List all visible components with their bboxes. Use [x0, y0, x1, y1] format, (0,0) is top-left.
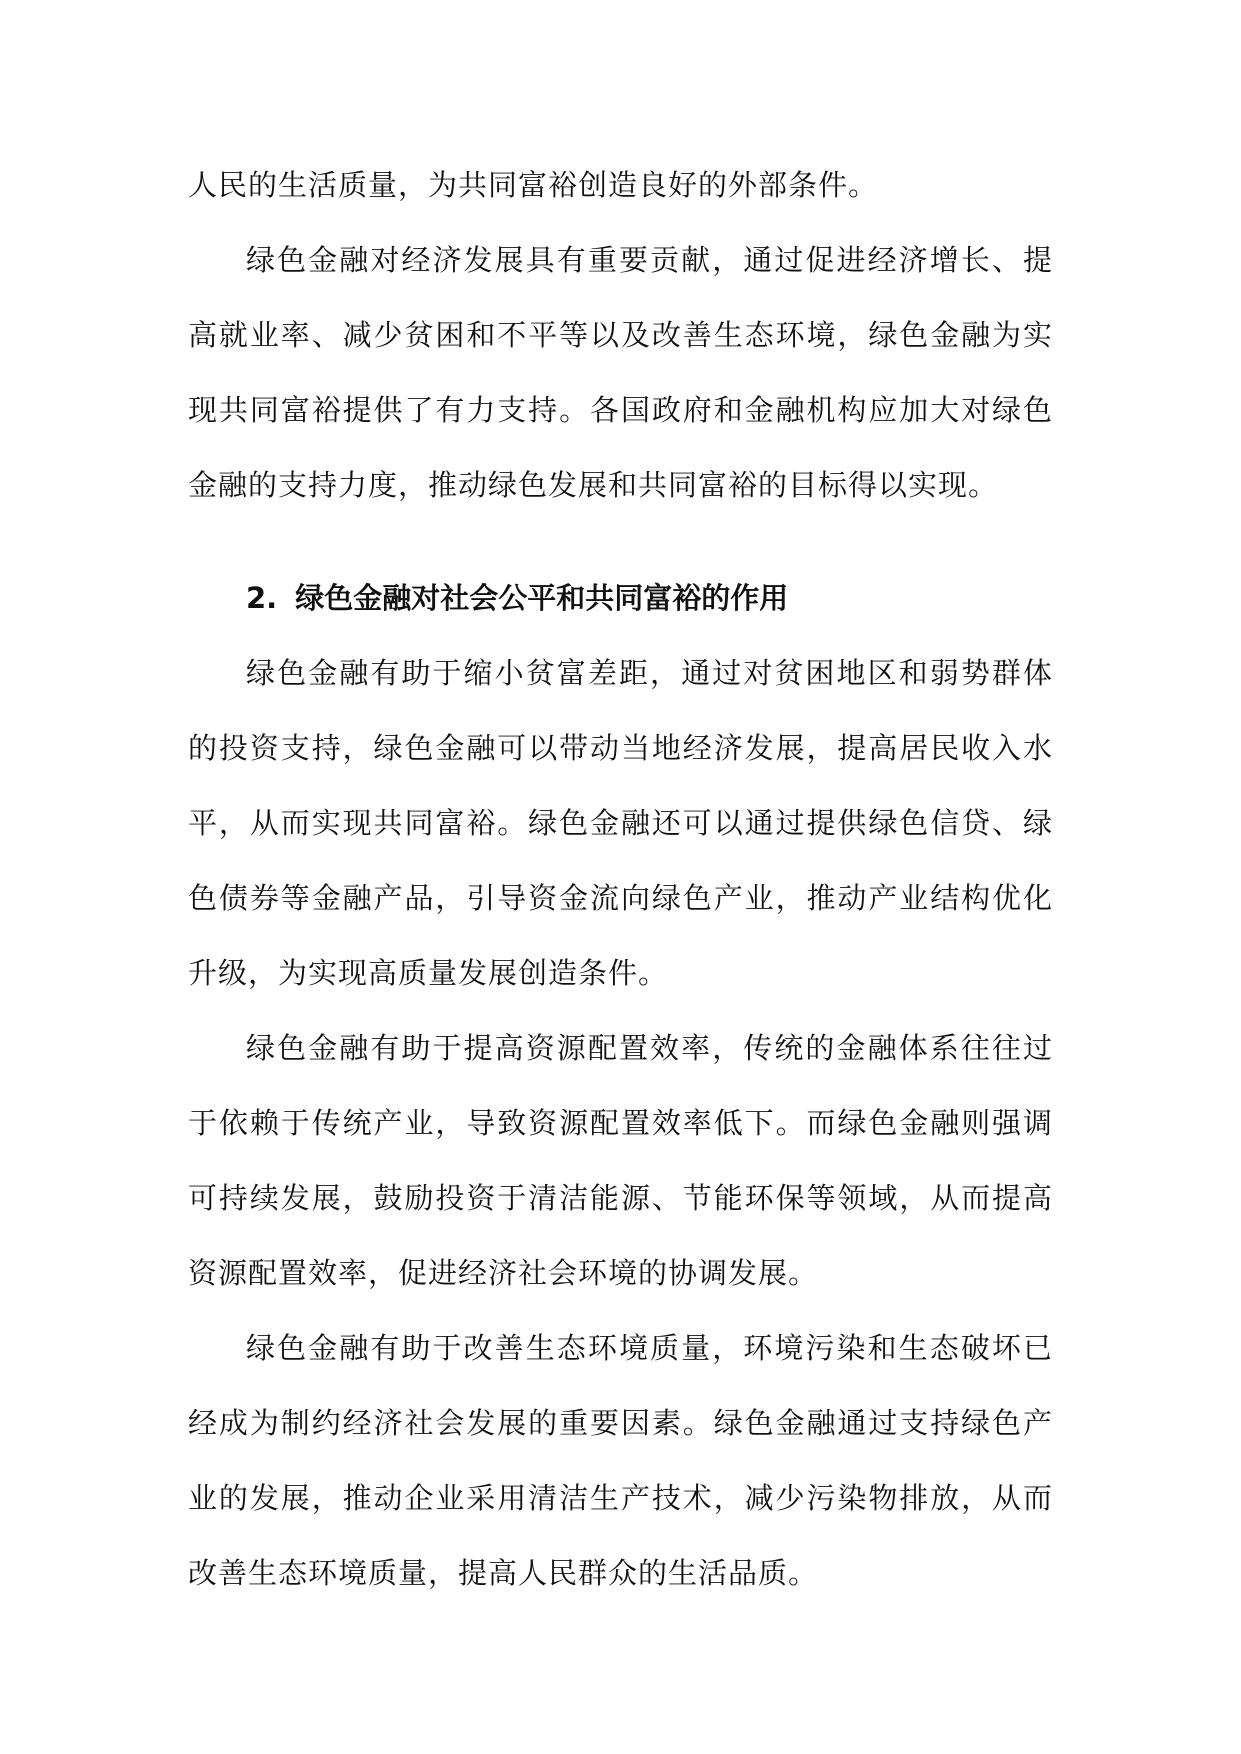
- paragraph-resource-allocation: 绿色金融有助于提高资源配置效率，传统的金融体系往往过于依赖于传统产业，导致资源配置效率低下。而绿色金融则强调可持续发展，鼓励投资于清洁能源、节能环保等领域，从而提高资源配置效率，促进经济社会环境的协调发展。: [188, 1031, 1053, 1290]
- document-page: [188, 148, 1053, 1611]
- section-heading: [188, 561, 1053, 636]
- paragraph-ecological-environment: 绿色金融有助于改善生态环境质量，环境污染和生态破坏已经成为制约经济社会发展的重要因素。绿色金融通过支持绿色产业的发展，推动企业采用清洁生产技术，减少污染物排放，从而改善生态环境质量，提高人民群众的生活品质。: [188, 1331, 1053, 1590]
- paragraph-continued: 人民的生活质量，为共同富裕创造良好的外部条件。: [188, 168, 879, 202]
- section-number: 2.: [246, 581, 278, 615]
- paragraph-green-finance-contribution: 绿色金融对经济发展具有重要贡献，通过促进经济增长、提高就业率、减少贫困和不平等以及改善生态环境，绿色金融为实现共同富裕提供了有力支持。各国政府和金融机构应加大对绿色金融的支持力度，推动绿色发展和共同富裕的目标得以实现。: [188, 243, 1053, 502]
- paragraph-wealth-gap: 绿色金融有助于缩小贫富差距，通过对贫困地区和弱势群体的投资支持，绿色金融可以带动当地经济发展，提高居民收入水平，从而实现共同富裕。绿色金融还可以通过提供绿色信贷、绿色债券等金融产品，引导资金流向绿色产业，推动产业结构优化升级，为实现高质量发展创造条件。: [188, 656, 1053, 990]
- section-title: 绿色金融对社会公平和共同富裕的作用: [295, 581, 789, 615]
